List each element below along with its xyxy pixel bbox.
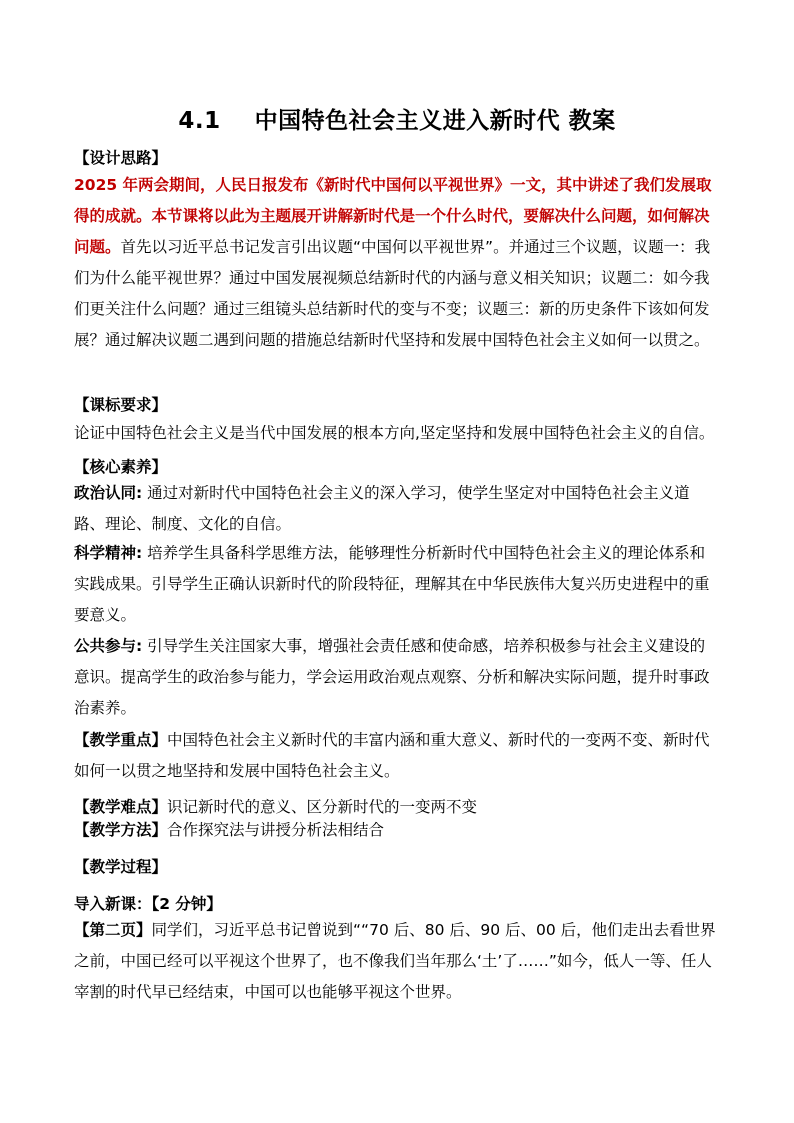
- focus-body: 中国特色社会主义新时代的丰富内涵和重大意义、新时代的一变两不变、新时代如何一以贯之地坚持和发展中国特色社会主义。: [74, 731, 710, 780]
- design-paragraph: [74, 170, 720, 356]
- method-body: 合作探究法与讲授分析法相结合: [167, 821, 385, 839]
- title-number: 4.1: [178, 108, 221, 134]
- science-label: 科学精神: [74, 544, 137, 562]
- political-body: 通过对新时代中国特色社会主义的深入学习，使学生坚定对中国特色社会主义道路、理论、制度、文化的自信。: [74, 484, 690, 533]
- difficulty-heading: 【教学难点】: [74, 798, 168, 816]
- focus-paragraph: [74, 725, 720, 787]
- design-heading: 【设计思路】: [74, 149, 168, 167]
- standard-body: 论证中国特色社会主义是当代中国发展的根本方向,坚定坚持和发展中国特色社会主义的自信。: [74, 424, 715, 442]
- public-paragraph: 公共参与: 引导学生关注国家大事，增强社会责任感和使命感，培养积极参与社会主义建设的意识。提高学生的政治参与能力，学会运用政治观点观察、分析和解决实际问题，提升时事政治素养。: [74, 637, 710, 717]
- public-body: 引导学生关注国家大事，增强社会责任感和使命感，培养积极参与社会主义建设的意识。提高学生的政治参与能力，学会运用政治观点观察、分析和解决实际问题，提升时事政治素养。: [74, 637, 710, 717]
- political-label: 政治认同: [74, 484, 137, 502]
- process-heading: 【教学过程】: [74, 858, 168, 876]
- science-body: 培养学生具备科学思维方法，能够理性分析新时代中国特色社会主义的理论体系和实践成果。引导学生正确认识新时代的阶段特征，理解其在中华民族伟大复兴历史进程中的重要意义。: [74, 544, 710, 624]
- political-paragraph: 政治认同: 通过对新时代中国特色社会主义的深入学习，使学生坚定对中国特色社会主义道路、理论、制度、文化的自信。: [74, 484, 690, 533]
- slide-paragraph: [74, 915, 720, 1008]
- standard-heading: 【课标要求】: [74, 396, 168, 414]
- title-text: 中国特色社会主义进入新时代 教案: [254, 108, 616, 134]
- science-paragraph: 科学精神: 培养学生具备科学思维方法，能够理性分析新时代中国特色社会主义的理论体系和实践成果。引导学生正确认识新时代的阶段特征，理解其在中华民族伟大复兴历史进程中的重要意义。: [74, 544, 710, 624]
- design-highlight: 2025 年两会期间，人民日报发布《新时代中国何以平视世界》一文，其中讲述了我们发展取得的成就。本节课将以此为主题展开讲解新时代是一个什么时代，要解决什么问题，如何解决问题。: [74, 176, 712, 256]
- method-paragraph: [74, 815, 720, 846]
- design-body: 首先以习近平总书记发言引出议题“中国何以平视世界”。并通过三个议题，议题一：我们为什么能平视世界？通过中国发展视频总结新时代的内涵与意义相关知识；议题二：如今我们更关注什么问题？通过三组镜头总结新时代的变与不变；议题三：新的历史条件下该如何发展？通过解决议题二遇到问题的措施总结新时代坚持和发展中国特色社会主义如何一以贯之。: [74, 238, 711, 349]
- public-label: 公共参与: [74, 637, 137, 655]
- method-heading: 【教学方法】: [74, 821, 168, 839]
- difficulty-body: 识记新时代的意义、区分新时代的一变两不变: [167, 798, 478, 816]
- page-title: [0, 102, 794, 135]
- intro-label: 导入新课：【2 分钟】: [74, 895, 222, 913]
- slide-body: 同学们，习近平总书记曾说到““70 后、80 后、90 后、00 后，他们走出去看世界之前，中国已经可以平视这个世界了，也不像我们当年那么‘土’了……”如今，低人一等、任人宰割的时代早已经结束，中国可以也能够平视这个世界。: [74, 921, 716, 1001]
- literacy-heading: 【核心素养】: [74, 458, 168, 476]
- slide-label: 【第二页】: [74, 921, 152, 939]
- focus-heading: 【教学重点】: [74, 731, 168, 749]
